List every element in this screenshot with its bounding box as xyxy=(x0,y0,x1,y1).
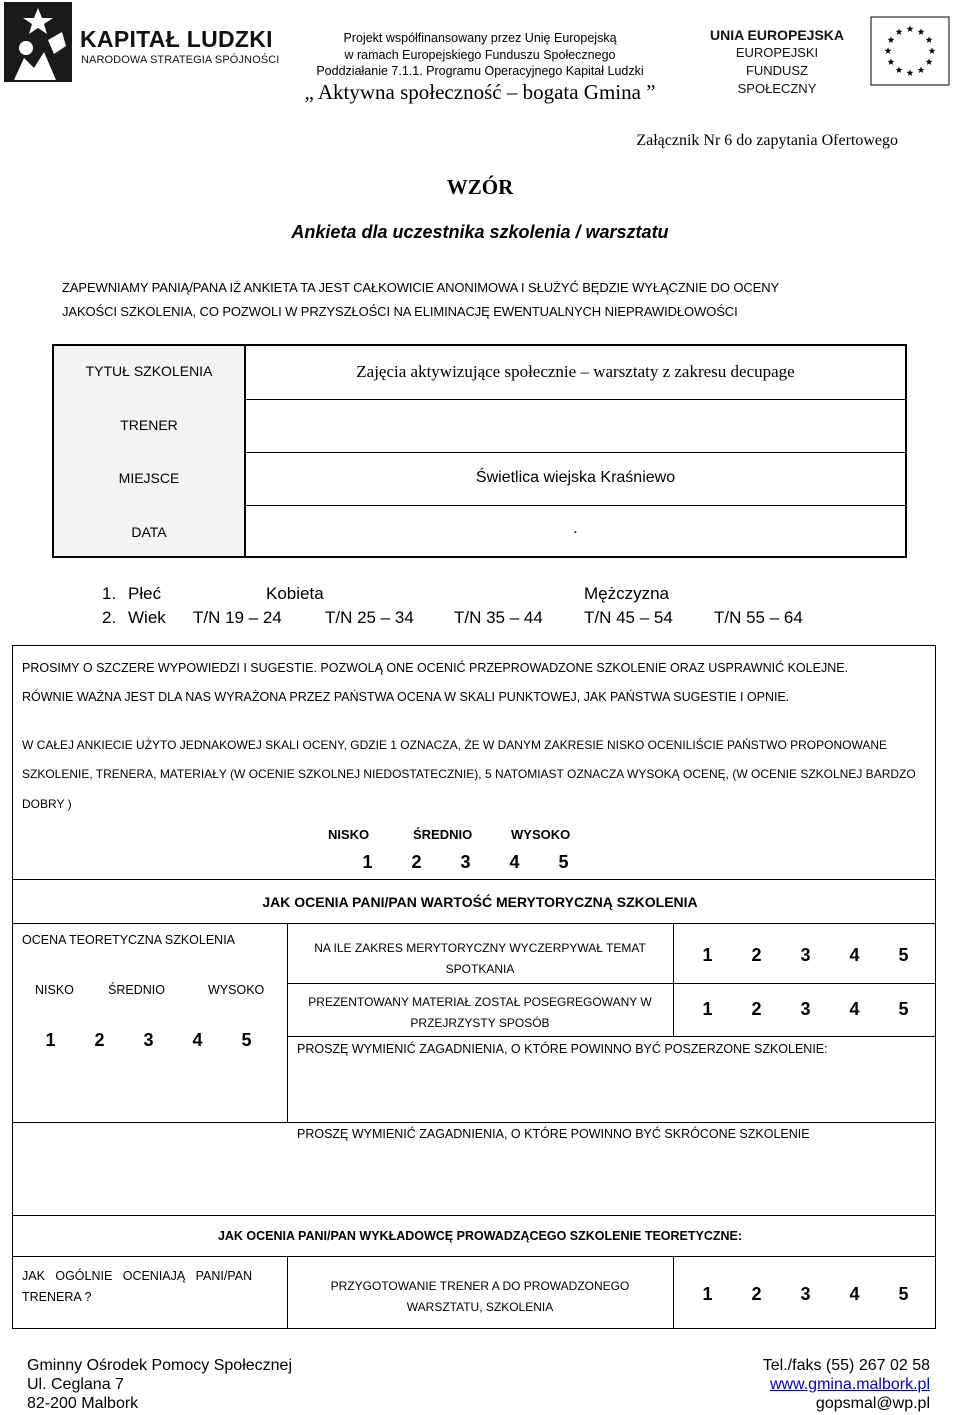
shorten-topics-field[interactable] xyxy=(20,1148,930,1210)
row-divider xyxy=(12,1122,936,1123)
q1-number: 1. xyxy=(102,584,117,603)
intro-line-2: JAKOŚCI SZKOLENIA, CO POZWOLI W PRZYSZŁOŚCI NA ELIMINACJĘ EWENTUALNYCH NIEPRAWIDŁOWOŚCI xyxy=(62,304,738,319)
scale-mid-label: ŚREDNIO xyxy=(413,827,473,842)
title-value: Zajęcia aktywizujące społecznie – warsztaty z zakresu decupage xyxy=(356,362,795,381)
intro-text xyxy=(62,276,902,324)
q2-option[interactable]: T/N 25 – 34 xyxy=(325,608,414,627)
ue-line-2: EUROPEJSKI xyxy=(735,45,819,60)
scale-value[interactable]: 3 xyxy=(800,999,811,1019)
instructions-line-1: PROSIMY O SZCZERE WYPOWIEDZI I SUGESTIE. POZWOLĄ ONE OCENIĆ PRZEPROWADZONE SZKOLENIE ORAZ USPRAWNIĆ KOLEJNE. xyxy=(22,661,849,675)
place-value: Świetlica wiejska Kraśniewo xyxy=(475,469,676,486)
scale-example xyxy=(343,852,588,873)
col-divider xyxy=(673,1256,674,1329)
footer-contact xyxy=(763,1356,930,1413)
scale-value[interactable]: 5 xyxy=(241,1030,252,1050)
trainer-q-line-1: JAK OGÓLNIE OCENIAJĄ PANI/PAN xyxy=(22,1269,253,1283)
date-label: DATA xyxy=(131,524,167,540)
merit-q2-scale[interactable] xyxy=(683,999,928,1020)
trainer-scale[interactable] xyxy=(683,1284,928,1305)
scale-value[interactable]: 4 xyxy=(849,1284,860,1304)
scale-value: 2 xyxy=(411,852,422,872)
row-divider xyxy=(246,505,905,506)
footer-org: Gminny Ośrodek Pomocy Społecznej xyxy=(27,1357,292,1374)
scale-low-label: NISKO xyxy=(328,827,370,842)
scale-value[interactable]: 3 xyxy=(143,1030,154,1050)
expand-topics-label: PROSZĘ WYMIENIĆ ZAGADNIENIA, O KTÓRE POWINNO BYĆ POSZERZONE SZKOLENIE: xyxy=(297,1042,828,1056)
merit-question-1 xyxy=(287,938,673,980)
wzor-label: WZÓR xyxy=(446,175,514,199)
merit-q1-line-1: NA ILE ZAKRES MERYTORYCZNY WYCZERPYWAŁ TEMAT xyxy=(314,941,646,955)
scale-value[interactable]: 2 xyxy=(751,1284,762,1304)
merit-q1-scale[interactable] xyxy=(683,945,928,966)
merit-question-2 xyxy=(287,992,673,1034)
scale-value[interactable]: 3 xyxy=(800,945,811,965)
theory-mid-label: ŚREDNIO xyxy=(108,983,165,997)
scale-value[interactable]: 2 xyxy=(751,945,762,965)
section-trainer-heading: JAK OCENIA PANI/PAN WYKŁADOWCĘ PROWADZĄCEGO SZKOLENIE TEORETYCZNE: xyxy=(217,1229,743,1243)
merit-q2-line-2: PRZEJRZYSTY SPOSÓB xyxy=(410,1016,550,1030)
footer-phone: Tel./faks (55) 267 02 58 xyxy=(762,1357,930,1374)
merit-q2-line-1: PREZENTOWANY MATERIAŁ ZOSTAŁ POSEGREGOWANY W xyxy=(308,995,652,1009)
q2-number: 2. xyxy=(102,608,117,627)
ue-line-1: UNIA EUROPEJSKA xyxy=(709,27,845,43)
footer-street: Ul. Ceglana 7 xyxy=(27,1376,124,1393)
trainer-label: TRENER xyxy=(120,417,178,433)
q2-option[interactable]: T/N 35 – 44 xyxy=(454,608,543,627)
scale-value[interactable]: 5 xyxy=(898,1284,909,1304)
scale-value[interactable]: 4 xyxy=(849,999,860,1019)
intro-line-1: ZAPEWNIAMY PANIĄ/PANA IŻ ANKIETA TA JEST CAŁKOWICIE ANONIMOWA I SŁUŻYĆ BĘDZIE WYŁĄCZNIE DO OCENY xyxy=(62,280,780,295)
q2-option[interactable]: T/N 45 – 54 xyxy=(584,608,673,627)
trainer-preparation-question xyxy=(287,1276,673,1318)
shorten-topics-label: PROSZĘ WYMIENIĆ ZAGADNIENIA, O KTÓRE POWINNO BYĆ SKRÓCONE SZKOLENIE xyxy=(297,1127,810,1141)
col-divider xyxy=(673,923,674,1036)
q2-option[interactable]: T/N 19 – 24 xyxy=(193,608,282,627)
q2-label: Wiek xyxy=(128,608,166,627)
annex-label: Załącznik Nr 6 do zapytania Ofertowego xyxy=(636,132,898,149)
ue-label xyxy=(707,26,847,98)
row-divider xyxy=(12,1256,936,1257)
project-line-2: w ramach Europejskiego Funduszu Społecznego xyxy=(344,47,616,62)
project-title: „ Aktywna społeczność – bogata Gmina ” xyxy=(304,80,656,104)
scale-value: 1 xyxy=(362,852,373,872)
project-line-3: Poddziałanie 7.1.1. Programu Operacyjnego Kapitał Ludzki xyxy=(316,64,644,78)
q1-option-female[interactable]: Kobieta xyxy=(266,584,324,603)
project-info xyxy=(280,30,680,80)
scale-value: 3 xyxy=(460,852,471,872)
scale-explanation-2: SZKOLENIE, TRENERA, MATERIAŁY (W OCENIE SZKOLNEJ NIEDOSTATECZNIE), 5 NATOMIAST OZNACZA WYSOKĄ OCENĘ, (W OCENIE SZKOLNEJ BARDZO xyxy=(22,767,916,781)
footer-address xyxy=(27,1356,292,1413)
date-value[interactable]: . xyxy=(573,520,578,537)
scale-value[interactable]: 5 xyxy=(898,999,909,1019)
row-divider xyxy=(287,1036,936,1037)
scale-value[interactable]: 5 xyxy=(898,945,909,965)
trainer-prep-line-1: PRZYGOTOWANIE TRENER A DO PROWADZONEGO xyxy=(330,1279,630,1293)
kapital-ludzki-subtitle: NARODOWA STRATEGIA SPÓJNOŚCI xyxy=(81,54,280,66)
scale-value: 5 xyxy=(558,852,569,872)
scale-explanation-3: DOBRY ) xyxy=(22,797,72,811)
theory-high-label: WYSOKO xyxy=(208,983,265,997)
scale-value[interactable]: 2 xyxy=(751,999,762,1019)
scale-value[interactable]: 4 xyxy=(192,1030,203,1050)
footer-city: 82-200 Malbork xyxy=(27,1395,139,1412)
expand-topics-field[interactable] xyxy=(290,1062,930,1118)
scale-value[interactable]: 1 xyxy=(702,945,713,965)
footer-email: gopsmal@wp.pl xyxy=(815,1395,930,1412)
kapital-ludzki-logo-icon xyxy=(4,2,72,82)
kapital-ludzki-title: KAPITAŁ LUDZKI xyxy=(80,26,273,52)
q2-option[interactable]: T/N 55 – 64 xyxy=(714,608,803,627)
scale-high-label: WYSOKO xyxy=(511,827,571,842)
scale-value[interactable]: 1 xyxy=(702,999,713,1019)
section-merit-heading: JAK OCENIA PANI/PAN WARTOŚĆ MERYTORYCZNĄ SZKOLENIA xyxy=(262,894,698,910)
row-divider xyxy=(246,452,905,453)
scale-value: 4 xyxy=(509,852,520,872)
scale-value[interactable]: 4 xyxy=(849,945,860,965)
q1-label: Płeć xyxy=(128,584,162,603)
instructions-line-2: RÓWNIE WAŻNA JEST DLA NAS WYRAŻONA PRZEZ PAŃSTWA OCENA W SKALI PUNKTOWEJ, JAK PAŃSTWA SUGESTIE I OPNIE. xyxy=(22,690,790,704)
q1-option-male[interactable]: Mężczyzna xyxy=(584,584,670,603)
page-title: Ankieta dla uczestnika szkolenia / warsztatu xyxy=(291,222,669,242)
row-divider xyxy=(12,923,936,924)
eu-flag-icon xyxy=(870,16,950,86)
project-line-1: Projekt współfinansowany przez Unię Europejską xyxy=(343,31,617,45)
trainer-overall-question xyxy=(22,1266,277,1308)
place-label: MIEJSCE xyxy=(118,470,180,486)
instructions-box xyxy=(12,645,936,880)
scale-value[interactable]: 1 xyxy=(702,1284,713,1304)
merit-q1-line-2: SPOTKANIA xyxy=(445,962,515,976)
trainer-prep-line-2: WARSZTATU, SZKOLENIA xyxy=(406,1300,554,1314)
footer-website-link[interactable]: www.gmina.malbork.pl xyxy=(769,1376,930,1393)
ue-line-3: FUNDUSZ SPOŁECZNY xyxy=(737,63,817,96)
row-divider xyxy=(246,399,905,400)
title-label: TYTUŁ SZKOLENIA xyxy=(85,363,213,379)
trainer-q-line-2: TRENERA ? xyxy=(22,1290,92,1304)
scale-value[interactable]: 3 xyxy=(800,1284,811,1304)
theory-scale[interactable] xyxy=(26,1030,271,1051)
scale-explanation-1: W CAŁEJ ANKIECIE UŻYTO JEDNAKOWEJ SKALI OCENY, GDZIE 1 OZNACZA, ŻE W DANYM ZAKRESIE NISKO OCENILIŚCIE PAŃSTWO PROPONOWANE xyxy=(22,738,888,752)
theory-low-label: NISKO xyxy=(35,983,74,997)
scale-value[interactable]: 1 xyxy=(45,1030,56,1050)
scale-value[interactable]: 2 xyxy=(94,1030,105,1050)
row-divider xyxy=(287,983,936,984)
theory-rating-title: OCENA TEORETYCZNA SZKOLENIA xyxy=(22,933,236,947)
training-info-table xyxy=(52,344,907,558)
